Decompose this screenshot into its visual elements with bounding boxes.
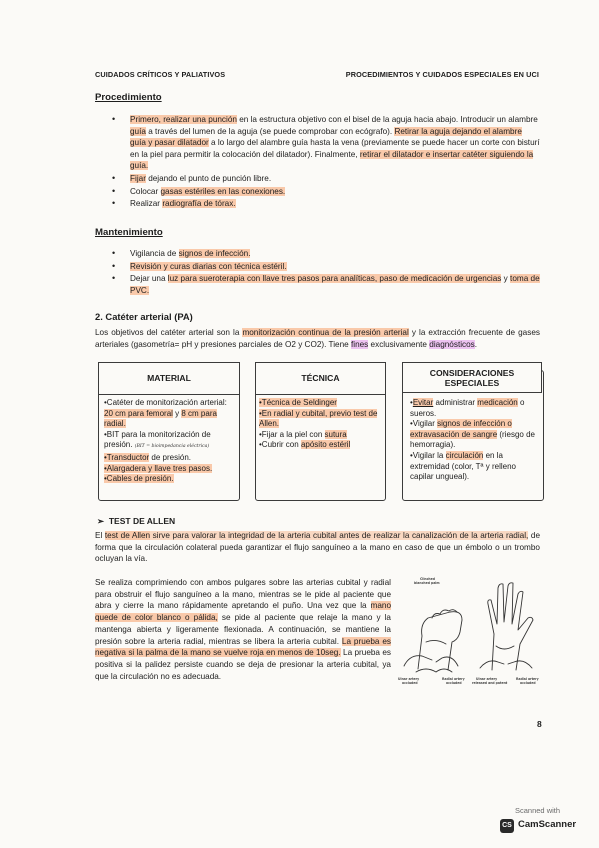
figure-label: Radial artery xyxy=(442,677,465,681)
cateter-paragraph: Los objetivos del catéter arterial son la monitorización continua de la presión arterial y la extracción frecuente de gases arteriales (gasometría= pH y presiones parciales de O2 y CO2). Tiene fines exclusivamente diagnósticos. xyxy=(95,328,540,349)
figure-label: occluded xyxy=(446,681,462,685)
consideraciones-title: CONSIDERACIONES ESPECIALES xyxy=(402,362,542,393)
list-item: •Técnica de Seldinger xyxy=(259,398,337,407)
figure-label: occluded xyxy=(520,681,536,685)
figure-label: released and patent xyxy=(472,681,508,685)
material-list xyxy=(104,398,236,485)
figure-label: occluded xyxy=(402,681,418,685)
tecnica-list xyxy=(259,398,382,451)
header-left: CUIDADOS CRÍTICOS Y PALIATIVOS xyxy=(95,70,226,79)
list-item: •Cubrir con apósito estéril xyxy=(259,440,351,450)
list-item: •BIT para la monitorización de presión. (BIT = bioimpedancia eléctrica) xyxy=(104,429,211,450)
figure-label: Ulnar artery xyxy=(398,677,420,681)
procedimiento-title: Procedimiento xyxy=(95,92,162,103)
figure-label: Ulnar artery xyxy=(476,677,498,681)
arrow-bullet-icon: ➢ xyxy=(97,516,105,526)
allen-paragraph-2: Se realiza comprimiendo con ambos pulgares sobre las arterias cubital y radial para obstruir el flujo sanguíneo a la mano, mientras se le pide al paciente que abra y cierre la mano rápidamente apretando el puño. Una vez que la mano quede de color blanco o pálida, se pide al paciente que relaje la mano y la mantenga abierta y ligeramente flexionada. A continuación, se mantiene la presión sobre la arteria radial, mientras se libera la arteria cubital. La prueba es negativa si la palma de la mano se vuelve roja en menos de 10seg. La prueba es positiva si la palidez persiste cuando se deja de presionar la arteria cubital, ya que la circulación no es adecuada. xyxy=(95,578,391,681)
consideraciones-list xyxy=(410,398,540,483)
section-heading-cateter: 2. Catéter arterial (PA) xyxy=(95,311,193,322)
list-item: • Dejar una luz para sueroterapia con llave tres pasos para analíticas, paso de medicación de urgencias y toma de PVC. xyxy=(108,273,540,296)
allen-paragraph-1: El test de Allen sirve para valorar la integridad de la arteria cubital antes de realizar la canalización de la arteria radial, de forma que la circulación colateral pueda garantizar el flujo sanguíneo a la mano en caso de que un émbolo o un trombo ocluyan la vía. xyxy=(95,531,540,564)
list-item: • Vigilancia de signos de infección. xyxy=(108,248,540,260)
list-item: •Transductor de presión. xyxy=(104,452,191,462)
procedimiento-list xyxy=(108,114,540,211)
open-hand-drawing xyxy=(488,583,533,670)
list-item: •Fijar a la piel con sutura xyxy=(259,429,347,439)
page-number: 8 xyxy=(537,719,542,729)
list-item: • Fijar dejando el punto de punción libre. xyxy=(108,173,540,185)
list-item: •Alargadera y llave tres pasos. xyxy=(104,463,213,473)
list-item: • Realizar radiografía de tórax. xyxy=(108,198,540,210)
header-right: PROCEDIMIENTOS Y CUIDADOS ESPECIALES EN UCI xyxy=(345,70,539,79)
list-item: •En radial y cubital, previo test de Allen. xyxy=(259,408,378,429)
allen-title: ➢ TEST DE ALLEN xyxy=(97,516,176,526)
list-item: •Catéter de monitorización arterial: 20 cm para femoral y 8 cm para radial. xyxy=(104,398,227,429)
camscanner-logo-icon: CS xyxy=(500,819,514,833)
mantenimiento-list xyxy=(108,248,540,297)
allen-test-illustration xyxy=(396,574,546,686)
list-item: •Vigilar signos de infección o extravasación de sangre (riesgo de hemorragia). xyxy=(410,419,535,450)
list-item: •Cables de presión. xyxy=(104,474,174,484)
list-item: • Revisión y curas diarias con técnica estéril. xyxy=(108,261,540,273)
figure-label: Radial artery xyxy=(516,677,539,681)
list-item: •Evitar administrar medicación o sueros. xyxy=(410,398,525,418)
figure-label: Clinched xyxy=(420,577,435,581)
list-item: •Vigilar la circulación en la extremidad (color, Tª y relleno capilar ungueal). xyxy=(410,450,516,482)
figure-label: blanched palm xyxy=(414,581,440,585)
material-title: MATERIAL xyxy=(98,362,240,395)
list-item: • Primero, realizar una punción en la estructura objetivo con el bisel de la aguja hacia abajo. Introducir un alambre guía a través del lumen de la aguja (se puede comprobar con ecógrafo). Retirar la aguja dejando el alambre guía y pasar dilatador a lo largo del alambre guía hasta la vena (previamente se puede hacer un corte con bisturí en la piel para permitir la colocación del dilatador). Finalmente, retirar el dilatador e insertar catéter siguiendo la guía. xyxy=(108,114,540,172)
tecnica-title: TÉCNICA xyxy=(255,362,386,395)
handwritten-note: (BIT = bioimpedancia eléctrica) xyxy=(134,444,210,450)
mantenimiento-title: Mantenimiento xyxy=(95,227,163,238)
list-item: • Colocar gasas estériles en las conexiones. xyxy=(108,186,540,198)
camscanner-watermark: Scanned with CS CamScanner xyxy=(497,804,593,842)
